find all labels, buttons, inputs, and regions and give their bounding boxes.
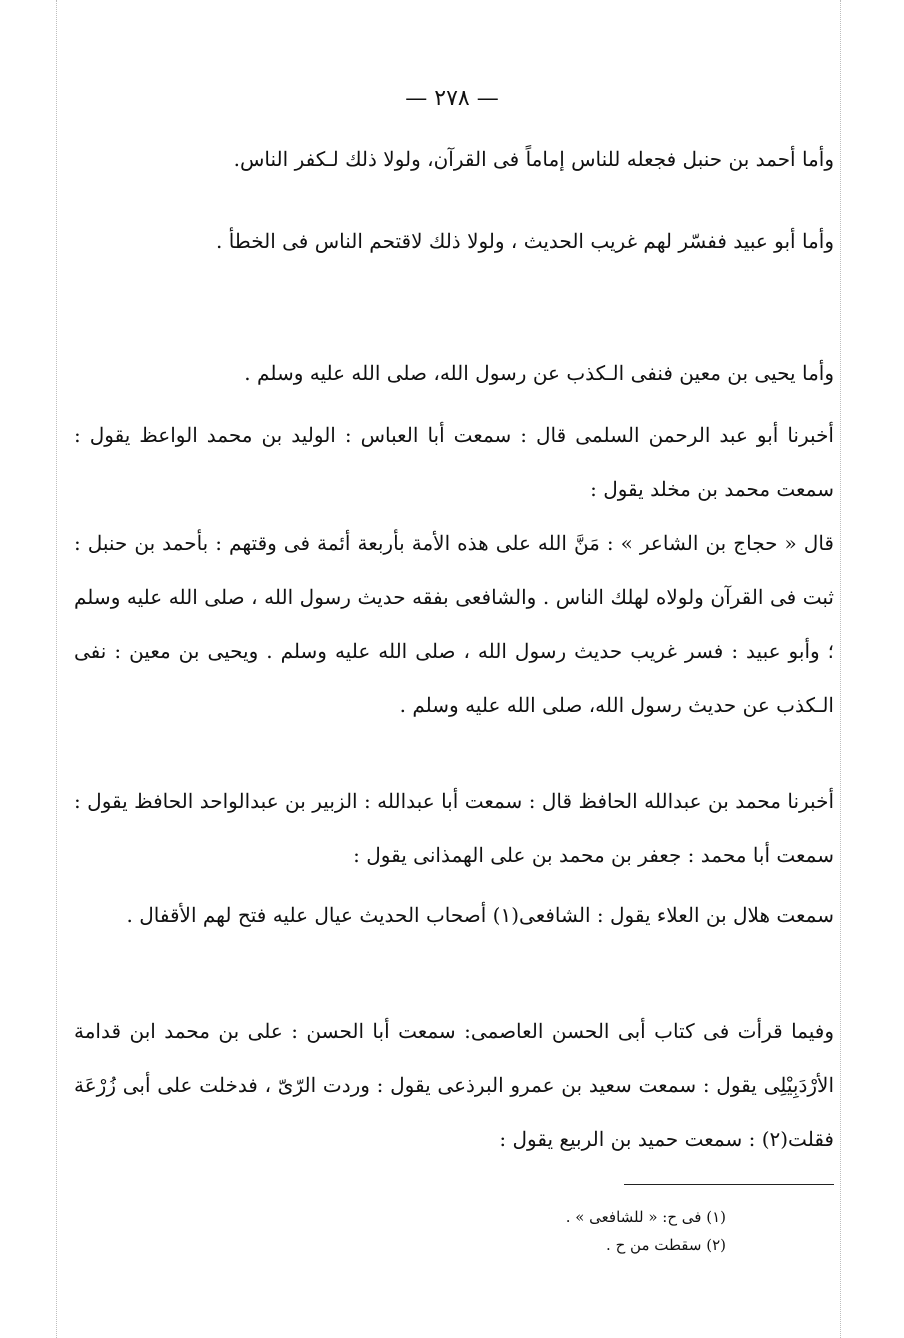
footnote-2: (٢) سقطت من ح . bbox=[606, 1236, 726, 1254]
paragraph-isnad-sulami: أخبرنا أبو عبد الرحمن السلمى قال : سمعت أبا العباس : الوليد بن محمد الواعظ يقول : سمعت محمد بن مخلد يقول : bbox=[74, 423, 834, 501]
paragraph-ahmad: وأما أحمد بن حنبل فجعله للناس إماماً فى القرآن، ولولا ذلك لـكفر الناس. bbox=[233, 147, 834, 171]
paragraph-yahya: وأما يحيى بن معين فنفى الـكذب عن رسول الله، صلى الله عليه وسلم . bbox=[244, 361, 834, 385]
paragraph-isnad-hakim: أخبرنا محمد بن عبدالله الحافظ قال : سمعت أبا عبدالله : الزبير بن عبدالواحد الحافظ يقول : سمعت أبا محمد : جعفر بن محمد بن على الهمذانى يقول : bbox=[74, 789, 834, 867]
right-margin-dots bbox=[840, 0, 841, 1338]
left-margin-dots bbox=[56, 0, 57, 1338]
paragraph-abu-ubayd: وأما أبو عبيد ففسّر لهم غريب الحديث ، ولولا ذلك لاقتحم الناس فى الخطأ . bbox=[216, 229, 834, 253]
paragraph-hilal: سمعت هلال بن العلاء يقول : الشافعى(١) أصحاب الحديث عيال عليه فتح لهم الأقفال . bbox=[126, 903, 834, 927]
footnote-separator bbox=[624, 1184, 834, 1185]
footnote-1: (١) فى ح: « للشافعى » . bbox=[565, 1208, 726, 1226]
paragraph-asimi: وفيما قرأت فى كتاب أبى الحسن العاصمى: سمعت أبا الحسن : على بن محمد ابن قدامة الأرْدَبِيْلِى يقول : سمعت سعيد بن عمرو البرذعى يقول : وردت الرّىّ ، فدخلت على أبى زُرْعَة فقلت(٢) : سمعت حميد بن الربيع يقول : bbox=[74, 1019, 834, 1151]
page-number: — ٢٧٨ — bbox=[405, 86, 499, 111]
paragraph-hajjaj-quote: قال « حجاج بن الشاعر » : مَنَّ الله على هذه الأمة بأربعة أئمة فى وقتهم : بأحمد بن حنبل : ثبت فى القرآن ولولاه لهلك الناس . والشافعى بفقه حديث رسول الله ، صلى الله عليه وسلم ؛ وأبو عبيد : فسر غريب حديث رسول الله ، صلى الله عليه وسلم . ويحيى بن معين : نفى الـكذب عن حديث رسول الله، صلى الله عليه وسلم . bbox=[74, 531, 835, 717]
